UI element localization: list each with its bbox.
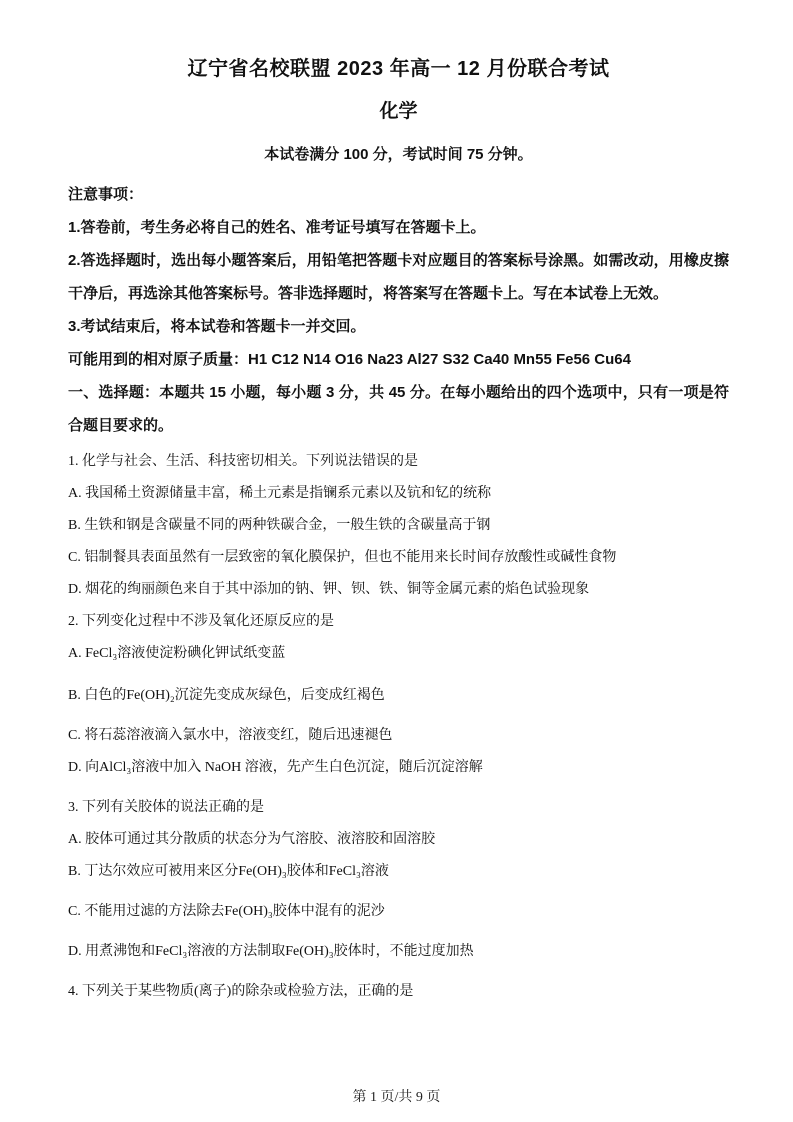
question-1-option-a: A. 我国稀土资源储量丰富，稀土元素是指镧系元素以及钪和钇的统称 — [68, 486, 492, 501]
question-1 — [68, 446, 729, 606]
notice-heading: 注意事项： — [68, 186, 144, 203]
question-1-option-b: B. 生铁和钢是含碳量不同的两种铁碳合金，一般生铁的含碳量高于钢 — [68, 518, 491, 533]
question-3-stem: 3. 下列有关胶体的说法正确的是 — [68, 800, 264, 815]
question-2-option-b: B. 白色的Fe(OH)₂沉淀先变成灰绿色，后变成红褐色 — [68, 688, 385, 703]
notice-item-2: 2.答选择题时，选出每小题答案后，用铅笔把答题卡对应题目的答案标号涂黑。如需改动，用橡皮擦干净后，再选涂其他答案标号。答非选择题时，将答案写在答题卡上。写在本试卷上无效。 — [68, 252, 729, 302]
question-2 — [68, 606, 729, 784]
question-2-option-a: A. FeCl₃溶液使淀粉碘化钾试纸变蓝 — [68, 646, 286, 661]
question-3-option-b: B. 丁达尔效应可被用来区分Fe(OH)₃胶体和FeCl₃溶液 — [68, 864, 389, 879]
question-3 — [68, 792, 729, 968]
question-3-option-c: C. 不能用过滤的方法除去Fe(OH)₃胶体中混有的泥沙 — [68, 904, 385, 919]
exam-title: 辽宁省名校联盟 2023 年高一 12 月份联合考试 — [187, 58, 610, 80]
question-list — [68, 446, 729, 1008]
page-footer: 第 1 页/共 9 页 — [352, 1090, 441, 1105]
exam-meta-line: 本试卷满分 100 分，考试时间 75 分钟。 — [264, 146, 533, 163]
question-4-stem: 4. 下列关于某些物质(离子)的除杂或检验方法，正确的是 — [68, 984, 414, 999]
question-1-stem: 1. 化学与社会、生活、科技密切相关。下列说法错误的是 — [68, 454, 418, 469]
atomic-mass-line: 可能用到的相对原子质量：H1 C12 N14 O16 Na23 Al27 S32 Ca40 Mn55 Fe56 Cu64 — [68, 351, 631, 368]
question-3-option-a: A. 胶体可通过其分散质的状态分为气溶胶、液溶胶和固溶胶 — [68, 832, 436, 847]
question-2-option-d: D. 向AlCl₃溶液中加入 NaOH 溶液，先产生白色沉淀，随后沉淀溶解 — [68, 760, 483, 775]
notice-item-1: 1.答卷前，考生务必将自己的姓名、准考证号填写在答题卡上。 — [68, 219, 486, 236]
question-3-option-d: D. 用煮沸饱和FeCl₃溶液的方法制取Fe(OH)₃胶体时，不能过度加热 — [68, 944, 474, 959]
question-4 — [68, 976, 729, 1008]
question-1-option-d: D. 烟花的绚丽颜色来自于其中添加的钠、钾、钡、铁、铜等金属元素的焰色试验现象 — [68, 582, 590, 597]
notice-item-3: 3.考试结束后，将本试卷和答题卡一并交回。 — [68, 318, 366, 335]
exam-subject: 化学 — [379, 101, 418, 122]
question-1-option-c: C. 铝制餐具表面虽然有一层致密的氧化膜保护，但也不能用来长时间存放酸性或碱性食物 — [68, 550, 617, 565]
section-heading: 一、选择题：本题共 15 小题，每小题 3 分，共 45 分。在每小题给出的四个选项中，只有一项是符合题目要求的。 — [68, 384, 729, 434]
question-2-stem: 2. 下列变化过程中不涉及氧化还原反应的是 — [68, 614, 334, 629]
question-2-option-c: C. 将石蕊溶液滴入氯水中，溶液变红，随后迅速褪色 — [68, 728, 393, 743]
